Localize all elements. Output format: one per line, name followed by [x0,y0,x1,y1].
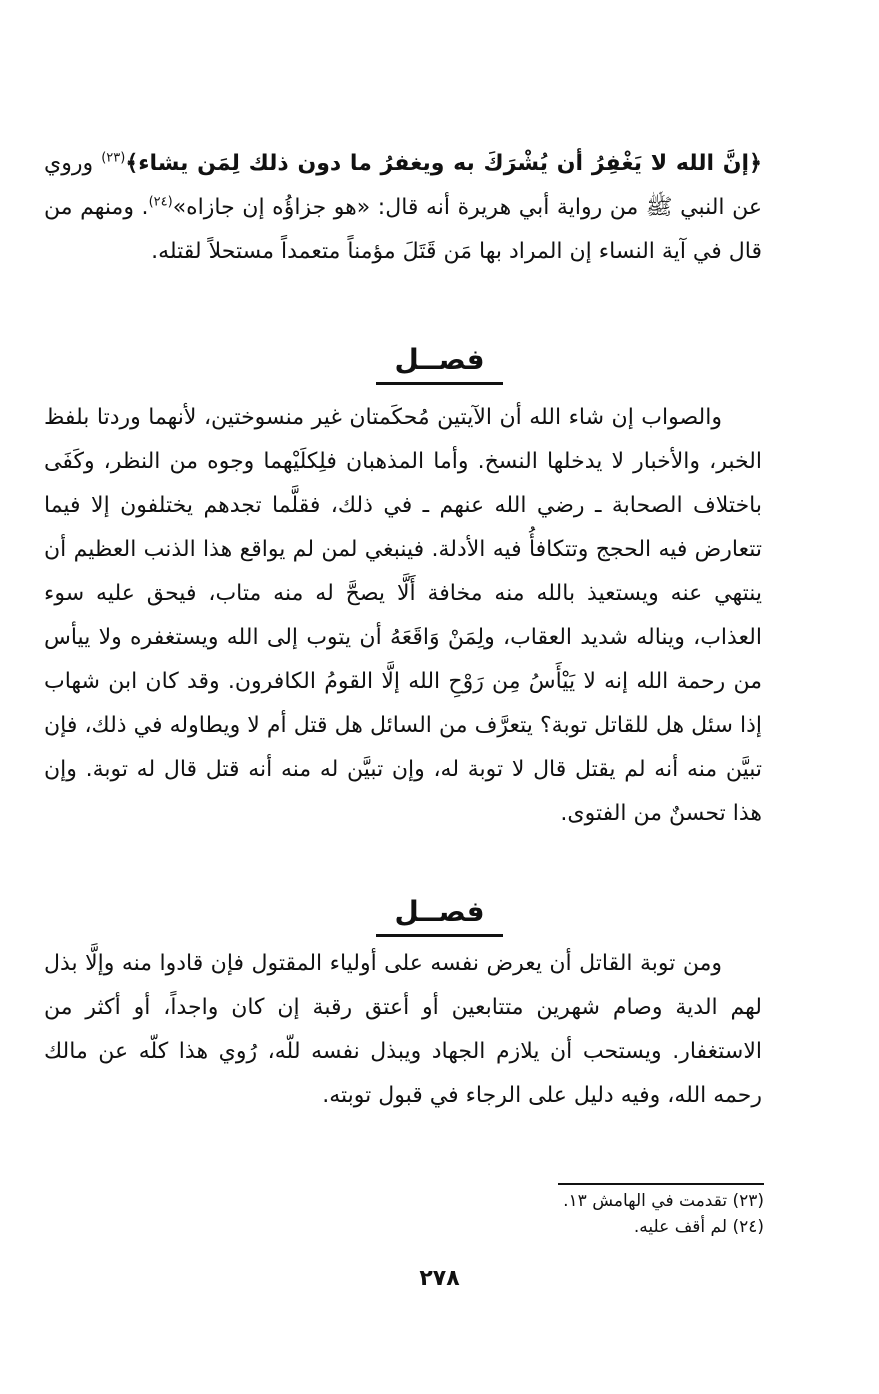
section-1-heading-text: فصــل [376,340,502,385]
section-2-paragraph: ومن توبة القاتل أن يعرض نفسه على أولياء المقتول فإن قادوا منه وإلَّا بذل لهم الدية وصام شهرين متتابعين أو أعتق رقبة إن كان واجداً، أو أكثر من الاستغفار. ويستحب أن يلازم الجهاد ويبذل نفسه للّه، رُوي هذا كلّه عن مالك رحمه الله، وفيه دليل على الرجاء في قبول توبته. [44,951,762,1108]
footnotes [300,1188,764,1240]
section-2-heading [0,892,879,937]
section-1-paragraph: والصواب إن شاء الله أن الآيتين مُحكَمتان غير منسوختين، لأنهما وردتا بلفظ الخبر، والأخبار لا يدخلها النسخ. وأما المذهبان فلِكلَيْهما وجوه من النظر، وكَفَى باختلاف الصحابة ـ رضي الله عنهم ـ في ذلك، فقلَّما تجدهم يختلفون إلا فيما تتعارض فيه الحجج وتتكافأُ فيه الأدلة. فينبغي لمن لم يواقع هذا الذنب العظيم أن ينتهي عنه ويستعيذ بالله منه مخافة أَلَّا يصحَّ له منه متاب، فيحق عليه سوء العذاب، ويناله شديد العقاب، ولِمَنْ وَاقَعَهُ أن يتوب إلى الله ويستغفره ولا ييأس من رحمة الله إنه لا يَيْأَسُ مِن رَوْحِ الله إلَّا القومُ الكافرون. وقد كان ابن شهاب إذا سئل هل للقاتل توبة؟ يتعرَّف من السائل هل قتل أم لا ويطاوله في ذلك، فإن تبيَّن منه أنه لم يقتل قال لا توبة له، وإن تبيَّن له منه أنه قتل قال له توبة. وإن هذا تحسنٌ من الفتوى. [44,405,762,826]
opening-text-after-verse: وروي عن النبي ﷺ من رواية أبي هريرة أنه قال: «هو جزاؤُه إن جازاه» [44,151,763,220]
quran-verse: ﴿إنَّ الله لا يَغْفِرُ أن يُشْرَكَ به ويغفرُ ما دون ذلك لِمَن يشاء﴾ [125,151,762,176]
section-2-heading-text: فصــل [376,892,502,937]
opening-paragraph-text [44,142,762,274]
opening-paragraph [44,142,762,274]
footnote-23: (٢٣) تقدمت في الهامش ١٣. [563,1191,764,1211]
page-number: ٢٧٨ [419,1266,460,1291]
footnote-divider [558,1183,764,1185]
footnote-ref-23: (٢٣) [101,150,126,166]
section-1-body [44,396,762,836]
section-2-body [44,942,762,1118]
footnote-ref-24: (٢٤) [148,194,173,210]
footnote-24: (٢٤) لم أقف عليه. [633,1217,764,1237]
section-1-heading [0,340,879,385]
opening-text-end: . ومنهم من قال في آية النساء إن المراد بها مَن قَتَلَ مؤمناً متعمداً مستحلاً لقتله. [44,195,762,264]
